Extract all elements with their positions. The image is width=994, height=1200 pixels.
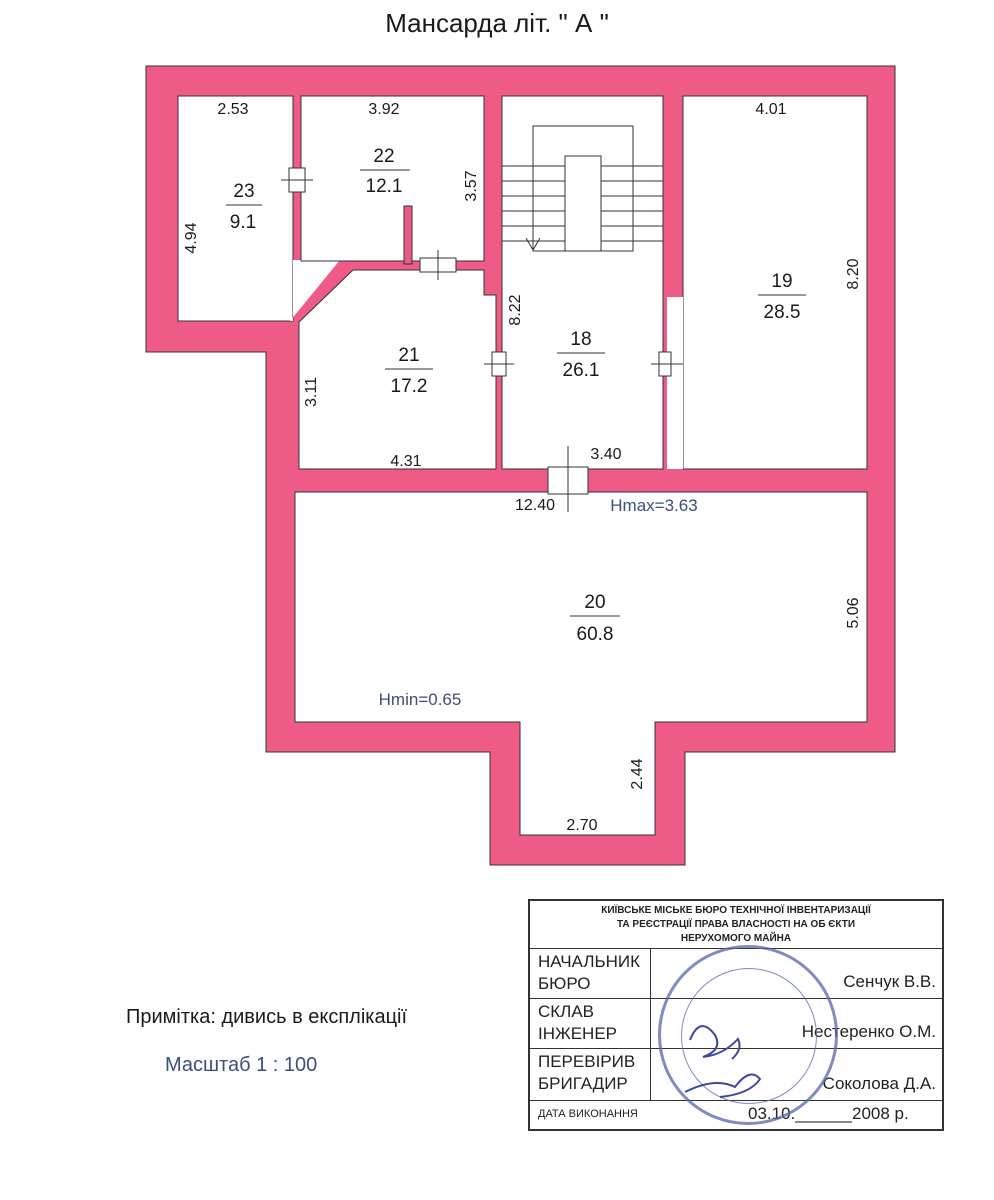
dim-label: 3.11 — [303, 377, 320, 407]
signature-icon — [690, 1026, 740, 1059]
room-19-area: 28.5 — [763, 302, 801, 323]
dim-label: 3.92 — [368, 101, 400, 118]
dim-label: 4.31 — [390, 453, 422, 470]
dim-label: 12.40 — [514, 497, 556, 514]
signer-name: Соколова Д.А. — [822, 1074, 936, 1093]
height-max: Hmax=3.63 — [610, 496, 698, 515]
dim-label: 4.94 — [183, 222, 200, 254]
position-line: ІНЖЕНЕР — [538, 1024, 617, 1043]
room-19-number: 19 — [771, 271, 793, 292]
room-21-number: 21 — [398, 345, 420, 366]
room-23-area: 9.1 — [229, 212, 257, 233]
dim-label: 4.01 — [755, 101, 787, 118]
plan-title: Мансарда літ. " А " — [385, 8, 609, 38]
scale-text: Масштаб 1 : 100 — [165, 1054, 318, 1076]
position-line: БРИГАДИР — [538, 1074, 628, 1093]
dim-label: 2.53 — [217, 101, 249, 118]
position-line: НАЧАЛЬНИК — [538, 952, 641, 971]
date-label: ДАТА ВИКОНАННЯ — [538, 1108, 638, 1120]
header-line: КИЇВСЬКЕ МІСЬКЕ БЮРО ТЕХНІЧНОЇ ІНВЕНТАРИЗАЦІЇ — [601, 905, 871, 916]
dim-label: 3.40 — [590, 446, 622, 463]
position-line: СКЛАВ — [538, 1002, 595, 1021]
dim-label: 8.20 — [845, 258, 862, 290]
header-line: НЕРУХОМОГО МАЙНА — [680, 933, 792, 944]
room-22-area: 12.1 — [365, 176, 403, 197]
dim-label: 8.22 — [507, 294, 524, 326]
date-value: 03.10.______2008 р. — [748, 1104, 909, 1123]
header-line: ТА РЕЄСТРАЦІЇ ПРАВА ВЛАСНОСТІ НА ОБ ЄКТИ — [616, 919, 856, 930]
room-23-number: 23 — [233, 181, 255, 202]
dim-label: 2.44 — [629, 758, 646, 790]
position-line: БЮРО — [538, 974, 591, 993]
room-18-area: 26.1 — [562, 360, 600, 381]
position-line: ПЕРЕВІРИВ — [538, 1052, 636, 1071]
dim-label: 3.57 — [463, 170, 480, 202]
room-22-number: 22 — [373, 146, 395, 167]
note-text: Примітка: дивись в експлікації — [126, 1006, 408, 1028]
dim-label: 2.70 — [566, 817, 598, 834]
signature-icon — [685, 1075, 760, 1098]
room-21-area: 17.2 — [390, 376, 428, 397]
room-18-number: 18 — [570, 329, 592, 350]
height-min: Hmin=0.65 — [378, 690, 462, 709]
signer-name: Сенчук В.В. — [843, 972, 936, 991]
dim-label: 5.06 — [845, 597, 862, 629]
room-20-number: 20 — [584, 592, 606, 613]
room-20-area: 60.8 — [576, 624, 614, 645]
signer-name: Нестеренко О.М. — [801, 1022, 936, 1041]
